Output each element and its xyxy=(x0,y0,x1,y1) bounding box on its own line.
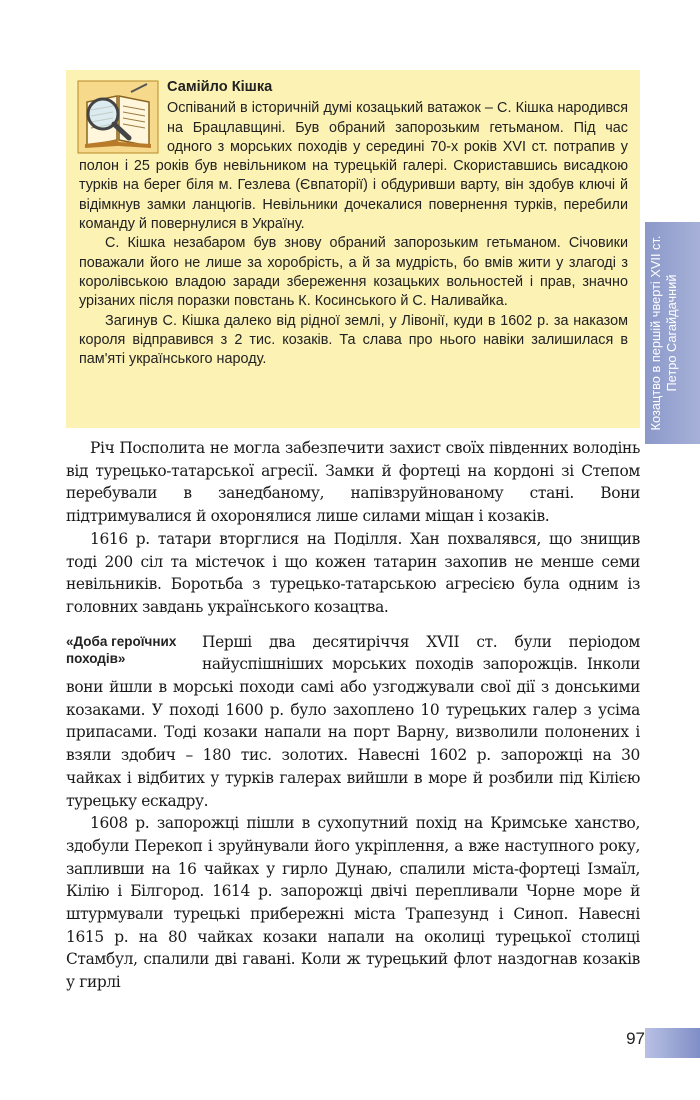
biography-paragraph: Оспіваний в історичній думі козацький ватажок – С. Кішка народився на Брацлавщині. Був обраний запорозьким гетьманом. Під час одного з морських походів у середині 70-х років XVI ст. потрапив у полон і 25 років був невільником на турецькій галері. Скориставшись висадкою турків на берег біля м. Гезлева (Євпаторії) і обдуривши варту, він здобув ключі й відімкнув замки ланцюгів. Невільники дочекалися повернення турків, перебили команду й повернулися в Україну. xyxy=(79,100,628,233)
page-number: 97 xyxy=(626,1029,645,1048)
main-text xyxy=(66,437,640,994)
page-corner-strip xyxy=(645,1028,700,1058)
body-paragraph: 1608 р. запорожці пішли в сухопутний похід на Кримське ханство, здобули Перекоп і зруйнували його укріплення, а вже наступного року, запливши на 16 чайках у гирло Дунаю, спалили міста-фортеці Ізмаїл, Кілію і Білгород. 1614 р. запорожці двічі перепливали Чорне море й штурмували турецькі прибережні міста Трапезунд і Синоп. Навесні 1615 р. на 80 чайках козаки напали на околиці турецької столиці Стамбул, спалили дві гавані. Коли ж турецький флот наздогнав козаків у гирлі xyxy=(66,814,640,992)
chapter-title: Козацтво в першій чверті XVII ст. xyxy=(648,235,663,431)
body-paragraph: Перші два десятиріччя XVII ст. були періодом найуспішніших морських походів запорожців. Інколи вони йшли в морські походи самі або узгоджували свої дії з донськими козаками. У поході 1600 р. було захоплено 10 турецьких галер з усіма припасами. Тоді козаки напали на порт Варну, визволили полонених і взяли здобич – 180 тис. золотих. Навесні 1602 р. запорожці на 30 чайках і відбитих у турків галерах вийшли в море й розбили під Кілією турецьку ескадру. xyxy=(66,632,640,810)
chapter-side-tab-label xyxy=(648,222,698,444)
biography-paragraph: С. Кішка незабаром був знову обраний запорозьким гетьманом. Січовики поважали його не лише за хоробрість, а й за мудрість, бо вмів жити у злагоді з королівською владою заради збереження козацьких вольностей і прав, значно урізаних після поразки повстань К. Косинського й С. Наливайка. xyxy=(79,235,628,310)
biography-paragraph: Загинув С. Кішка далеко від рідної землі, у Лівонії, куди в 1602 р. за наказом короля відправився з 2 тис. козаків. Та слава про нього навіки залишилася в пам'яті українського народу. xyxy=(79,312,628,368)
margin-note-heading: «Доба героїчних походів» xyxy=(66,633,177,666)
chapter-subtitle: Петро Сагайдачний xyxy=(664,274,679,392)
body-paragraph: Річ Посполита не могла забезпечити захист своїх південних володінь від турецько-татарської агресії. Замки й фортеці на кордоні зі Степом перебували в занедбаному, напівзруйнованому стані. Вони підтримувалися й охоронялися лише силами міщан і козаків. xyxy=(66,439,640,526)
open-book-with-magnifier-icon xyxy=(77,80,159,154)
body-paragraph: 1616 р. татари вторглися на Поділля. Хан похвалявся, що знищив тоді 200 сіл та містечок і що кожен татарин захопив не менше семи невільників. Боротьба з турецько-татарською агресією була одним із головних завдань українського козацтва. xyxy=(66,529,640,616)
biography-title: Самійло Кішка xyxy=(167,79,273,95)
biography-box xyxy=(66,70,640,428)
